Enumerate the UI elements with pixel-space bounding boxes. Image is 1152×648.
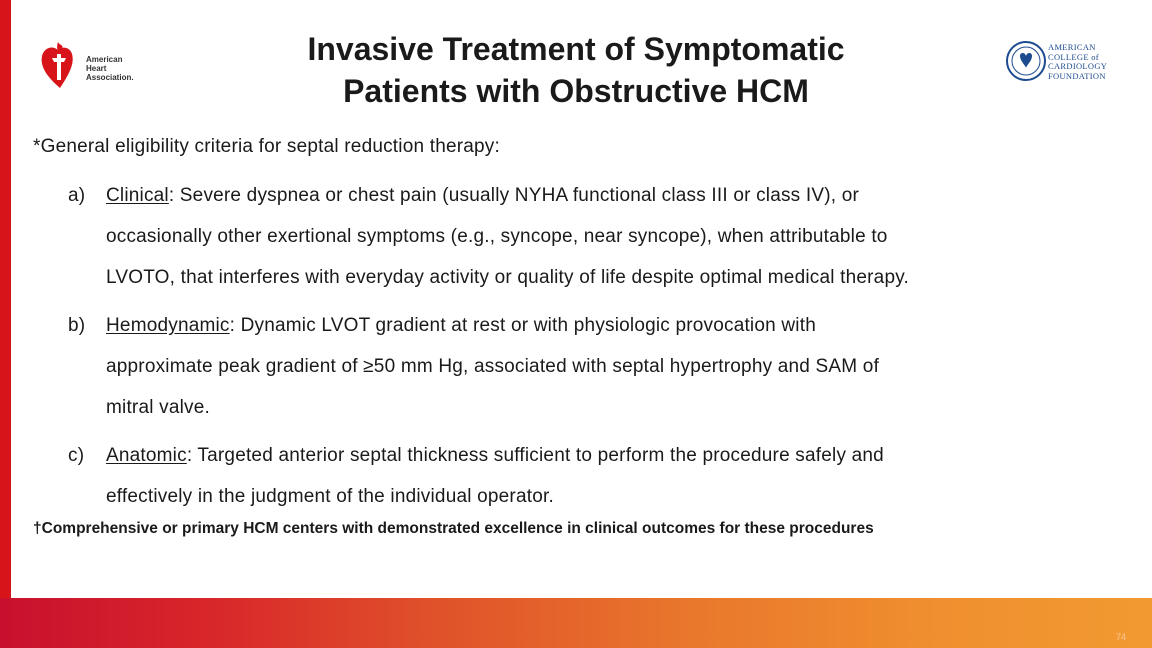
item-label: Hemodynamic	[106, 315, 230, 336]
aha-line3: Association.	[86, 73, 134, 82]
slide-title	[280, 28, 872, 112]
left-accent-bar	[0, 0, 11, 600]
item-text: : Targeted anterior septal thickness sufficient to perform the procedure safely and	[186, 445, 884, 466]
item-marker: c)	[68, 445, 85, 466]
item-marker: b)	[68, 315, 86, 336]
footer-gradient-band	[0, 598, 1152, 648]
acc-line2: COLLEGE of	[1048, 51, 1099, 62]
acc-line3: CARDIOLOGY	[1048, 61, 1108, 71]
acc-line1: AMERICAN	[1048, 42, 1096, 52]
item-text: approximate peak gradient of ≥50 mm Hg, associated with septal hypertrophy and SAM of	[106, 356, 880, 377]
criteria-item-clinical	[68, 175, 909, 298]
aha-line1: American	[86, 55, 123, 64]
footnote: †Comprehensive or primary HCM centers with demonstrated excellence in clinical outcomes for these procedures	[33, 520, 874, 537]
item-text: effectively in the judgment of the individual operator.	[106, 486, 554, 507]
item-text: : Severe dyspnea or chest pain (usually NYHA functional class III or class IV), or	[168, 185, 859, 206]
page-number: 74	[1115, 632, 1126, 642]
criteria-item-hemodynamic	[68, 305, 879, 428]
item-text: : Dynamic LVOT gradient at rest or with physiologic provocation with	[229, 315, 816, 336]
item-text: occasionally other exertional symptoms (e.g., syncope, near syncope), when attributable to	[106, 226, 888, 247]
item-label: Anatomic	[106, 445, 187, 466]
title-line-1: Invasive Treatment of Symptomatic	[307, 31, 845, 67]
criteria-item-anatomic	[68, 435, 884, 517]
item-text: LVOTO, that interferes with everyday activity or quality of life despite optimal medical therapy.	[106, 267, 909, 288]
title-line-2: Patients with Obstructive HCM	[343, 73, 809, 109]
aha-line2: Heart	[86, 64, 107, 73]
item-text: mitral valve.	[106, 397, 210, 418]
item-label: Clinical	[106, 185, 169, 206]
criteria-intro: *General eligibility criteria for septal reduction therapy:	[33, 136, 500, 157]
item-marker: a)	[68, 185, 86, 206]
acc-line4: FOUNDATION	[1048, 70, 1106, 81]
